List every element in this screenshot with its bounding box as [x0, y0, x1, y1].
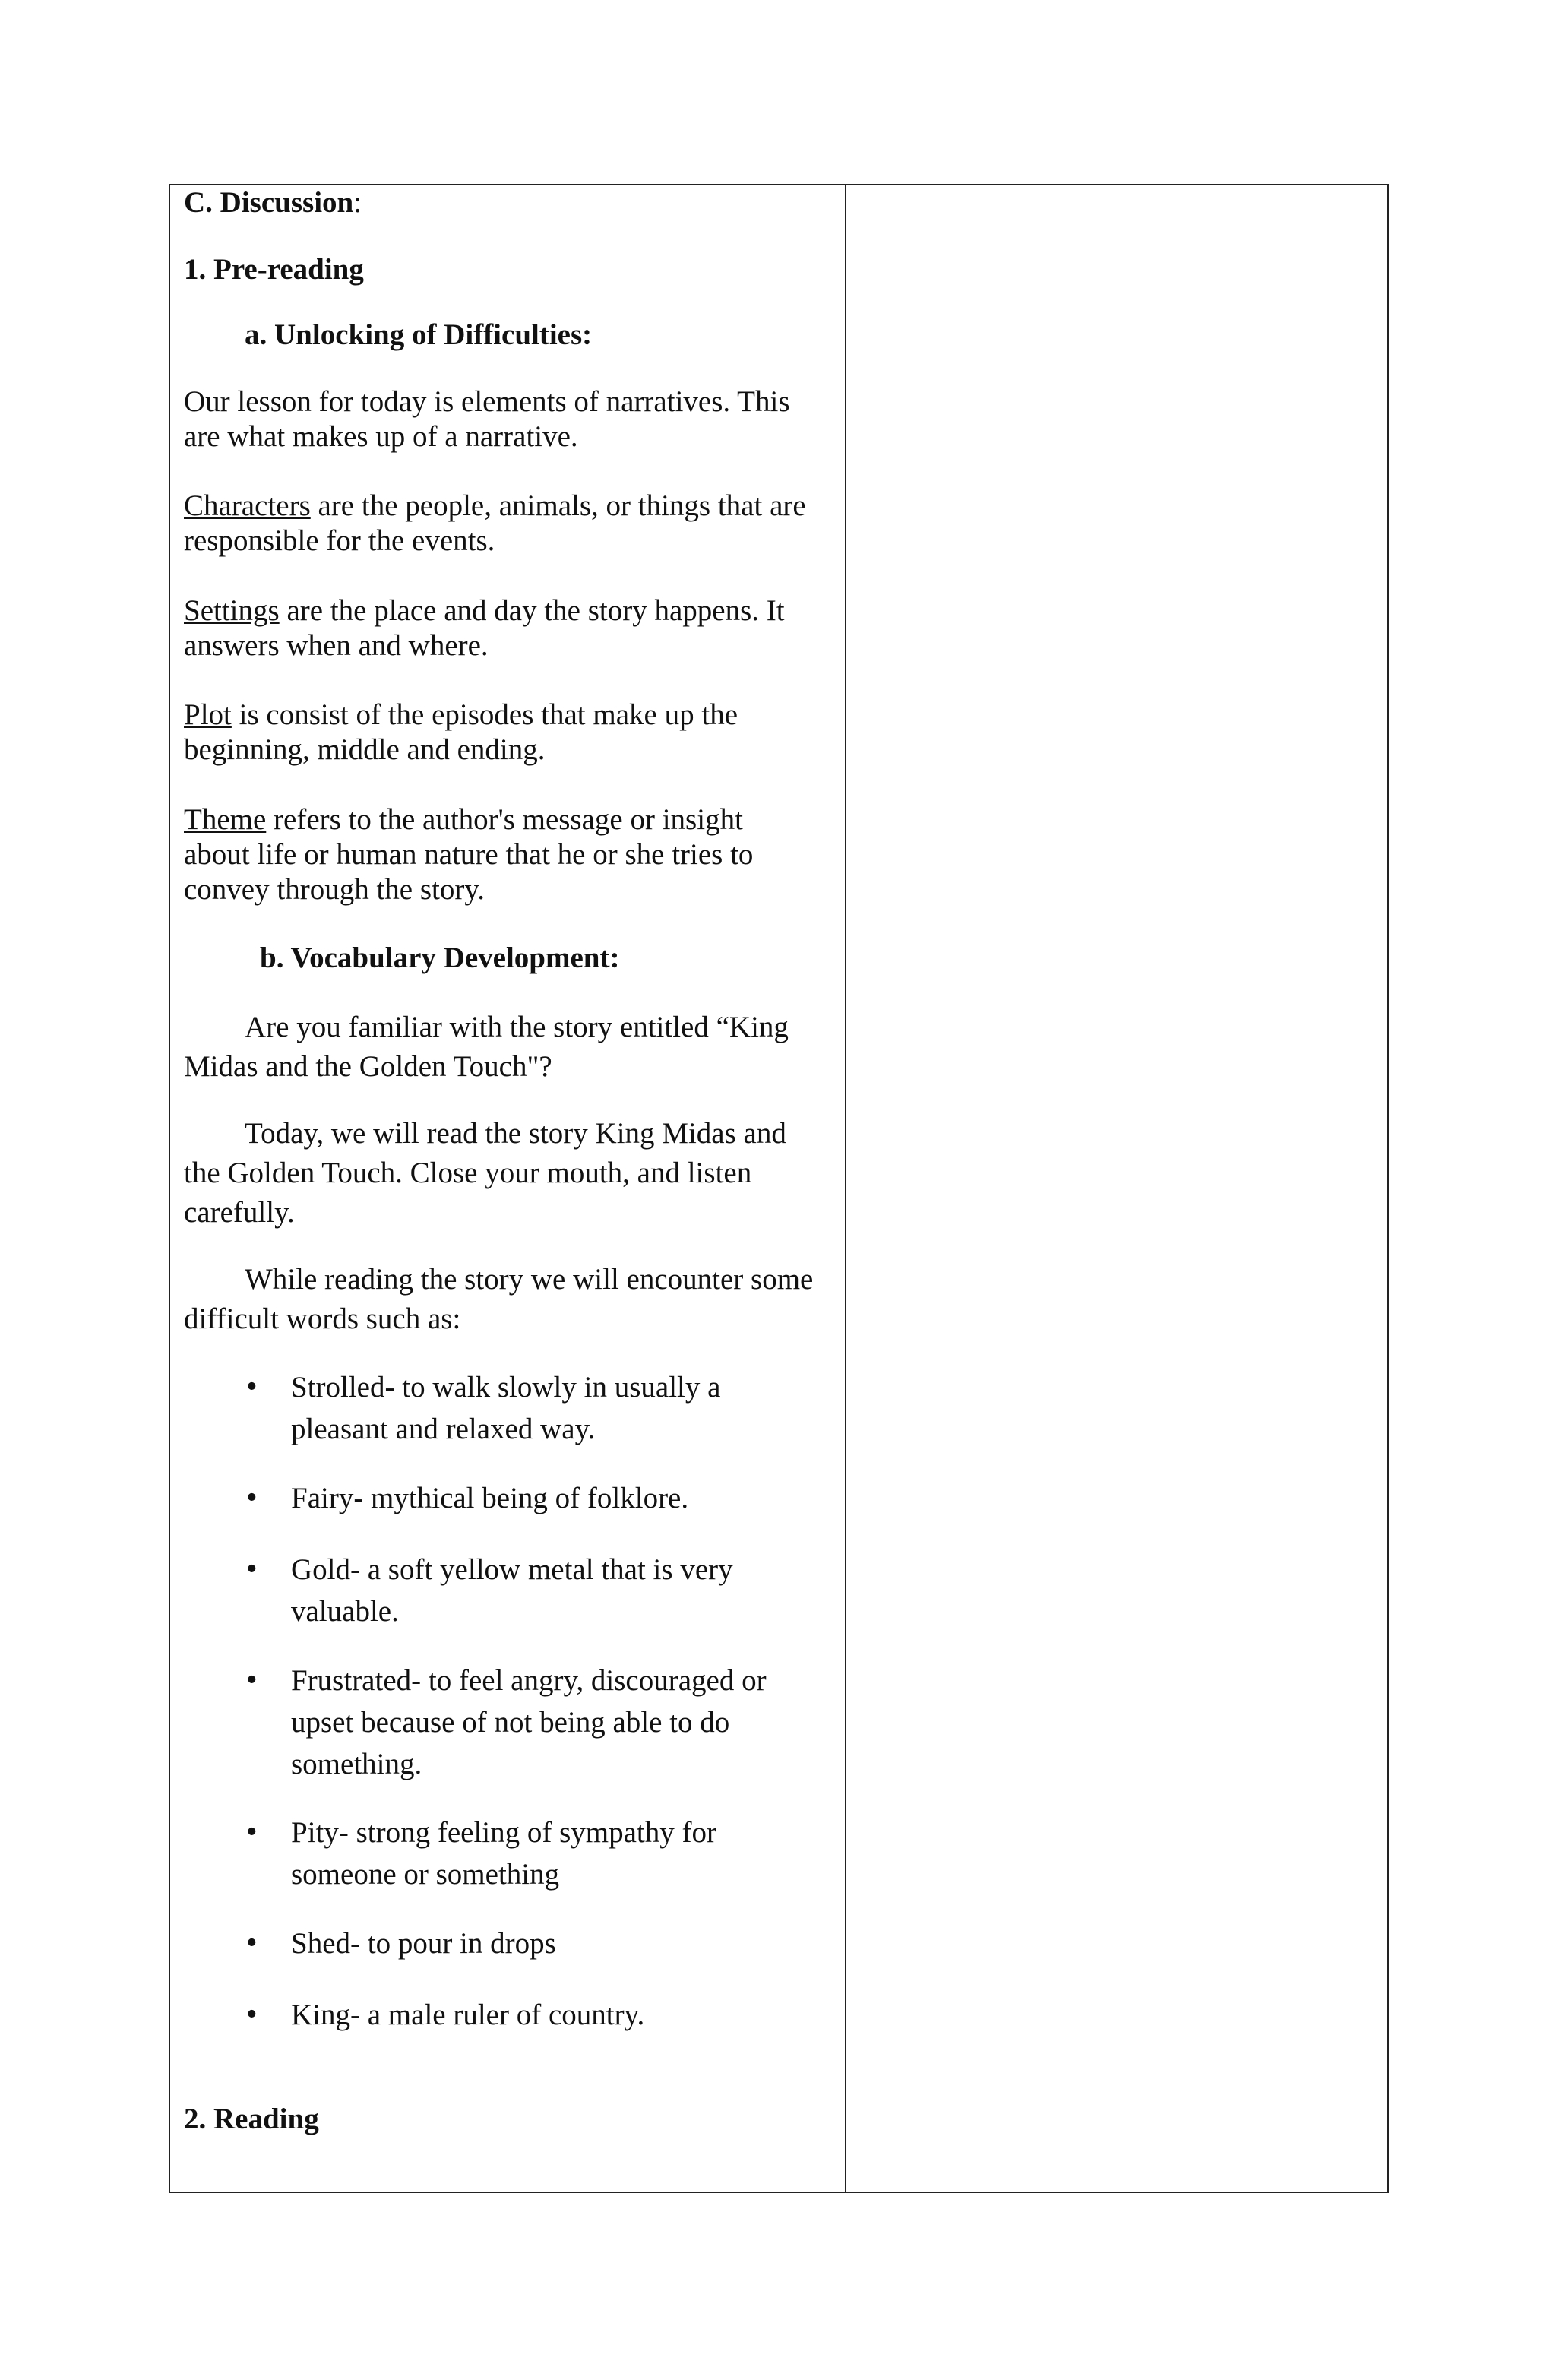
intro-line-1: Our lesson for today is elements of narratives. This [184, 385, 790, 418]
bullet-icon: • [246, 1552, 258, 1587]
lesson-plan-table [169, 184, 1389, 2193]
vocab-word-frustrated-line-2: upset because of not being able to do [291, 1706, 730, 1739]
vocab-word-fairy-line-1: Fairy- mythical being of folklore. [291, 1482, 689, 1514]
theme-definition-line-2: about life or human nature that he or she tries to [184, 838, 754, 871]
bullet-icon: • [246, 1815, 258, 1850]
vocab-word-king-line-1: King- a male ruler of country. [291, 1999, 645, 2031]
settings-definition-text: are the place and day the story happens. It [279, 594, 785, 627]
vocab-paragraph-2-line-2: the Golden Touch. Close your mouth, and listen [184, 1157, 752, 1189]
intro-line-2: are what makes up of a narrative. [184, 420, 578, 453]
discussion-heading-colon: : [353, 186, 362, 219]
vocab-paragraph-2-line-1: Today, we will read the story King Midas and [245, 1117, 786, 1150]
vocab-word-strolled-line-1: Strolled- to walk slowly in usually a [291, 1371, 721, 1404]
empty-right-column [846, 185, 1387, 2192]
vocab-word-gold-line-2: valuable. [291, 1595, 399, 1628]
vocab-word-frustrated-line-3: something. [291, 1748, 422, 1780]
discussion-heading: C. Discussion [184, 186, 354, 219]
bullet-icon: • [246, 1926, 258, 1961]
plot-definition-line-2: beginning, middle and ending. [184, 733, 546, 766]
settings-term: Settings [184, 594, 280, 627]
vocab-paragraph-3-line-2: difficult words such as: [184, 1302, 461, 1335]
vocab-word-pity-line-1: Pity- strong feeling of sympathy for [291, 1816, 716, 1849]
reading-heading: 2. Reading [184, 2103, 319, 2135]
characters-definition-line-2: responsible for the events. [184, 524, 495, 557]
characters-definition-text: are the people, animals, or things that are [310, 489, 806, 522]
settings-definition-line-2: answers when and where. [184, 629, 489, 662]
settings-definition-line-1 [184, 593, 785, 628]
vocab-word-shed-line-1: Shed- to pour in drops [291, 1927, 556, 1960]
vocab-paragraph-2-line-3: carefully. [184, 1196, 295, 1229]
pre-reading-heading: 1. Pre-reading [184, 253, 364, 286]
theme-definition-line-3: convey through the story. [184, 873, 485, 906]
vocab-word-frustrated-line-1: Frustrated- to feel angry, discouraged or [291, 1664, 767, 1697]
characters-definition-line-1 [184, 489, 806, 524]
theme-term: Theme [184, 803, 267, 836]
vocab-word-strolled-line-2: pleasant and relaxed way. [291, 1413, 596, 1445]
unlocking-difficulties-heading: a. Unlocking of Difficulties: [245, 318, 593, 351]
vocab-paragraph-1-line-2: Midas and the Golden Touch"? [184, 1050, 552, 1083]
vocab-word-gold-line-1: Gold- a soft yellow metal that is very [291, 1553, 733, 1586]
bullet-icon: • [246, 1480, 258, 1515]
vocabulary-development-heading: b. Vocabulary Development: [260, 942, 620, 974]
lesson-content-column [170, 185, 846, 2192]
plot-definition-text: is consist of the episodes that make up the [231, 698, 738, 731]
discussion-heading-line [184, 185, 362, 220]
characters-term: Characters [184, 489, 311, 522]
vocab-paragraph-3-line-1: While reading the story we will encounter some [245, 1263, 814, 1296]
vocab-word-pity-line-2: someone or something [291, 1858, 560, 1891]
vocab-paragraph-1-line-1: Are you familiar with the story entitled “King [245, 1011, 789, 1043]
theme-definition-line-1 [184, 802, 743, 837]
bullet-icon: • [246, 1997, 258, 2032]
plot-definition-line-1 [184, 698, 738, 733]
bullet-icon: • [246, 1663, 258, 1698]
plot-term: Plot [184, 698, 232, 731]
theme-definition-text: refers to the author's message or insight [266, 803, 743, 836]
bullet-icon: • [246, 1369, 258, 1404]
